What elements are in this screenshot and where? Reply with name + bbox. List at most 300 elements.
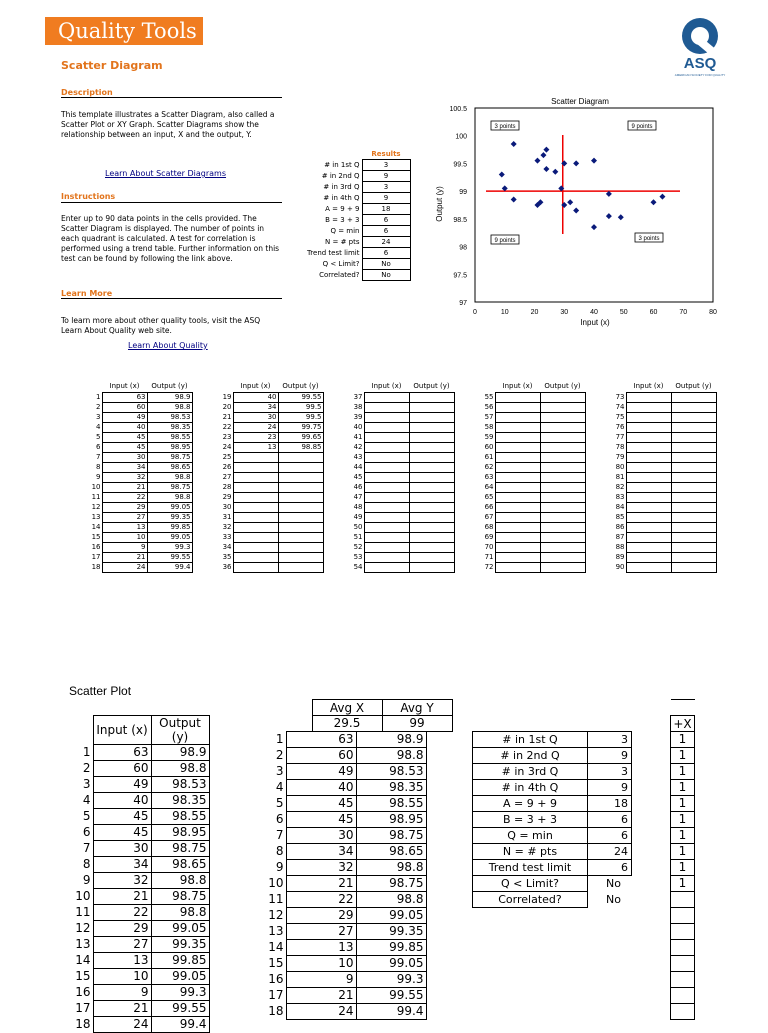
input-x-cell[interactable] — [364, 532, 409, 542]
input-x-cell[interactable]: 22 — [102, 492, 147, 502]
data-row — [350, 412, 454, 422]
output-y-cell: 99.85 — [151, 953, 209, 969]
output-y-cell: 99.05 — [151, 921, 209, 937]
chart-title: Scatter Diagram — [551, 97, 609, 106]
row-number: 12 — [91, 502, 101, 511]
result-value: 6 — [588, 860, 632, 876]
row-number: 76 — [615, 422, 625, 431]
output-y-cell[interactable] — [671, 402, 716, 412]
output-y-cell[interactable] — [671, 552, 716, 562]
input-x-cell[interactable] — [626, 502, 671, 512]
output-y-cell[interactable]: 98.35 — [147, 422, 192, 432]
data-row — [481, 412, 585, 422]
output-y-cell[interactable] — [409, 402, 454, 412]
result-value: 3 — [588, 764, 632, 780]
input-x-cell[interactable]: 30 — [233, 412, 278, 422]
input-x-cell[interactable]: 40 — [233, 392, 278, 402]
output-y-cell[interactable] — [409, 472, 454, 482]
data-row — [219, 392, 323, 402]
output-y-cell[interactable]: 99.75 — [278, 422, 323, 432]
input-x-cell[interactable] — [364, 512, 409, 522]
row-number: 9 — [96, 472, 101, 481]
input-x-cell[interactable] — [495, 442, 540, 452]
output-y-cell[interactable]: 99.65 — [278, 432, 323, 442]
asq-logo — [674, 16, 726, 86]
quadrant-result-row — [473, 844, 632, 860]
input-x-cell[interactable] — [495, 452, 540, 462]
data-row — [88, 522, 192, 532]
input-x-cell[interactable] — [495, 512, 540, 522]
input-x-cell[interactable]: 24 — [102, 562, 147, 572]
row-number: 32 — [222, 522, 232, 531]
input-x-cell[interactable]: 21 — [102, 482, 147, 492]
output-y-cell[interactable] — [409, 502, 454, 512]
input-x-cell[interactable] — [364, 562, 409, 572]
output-y-cell[interactable] — [409, 462, 454, 472]
chart-x-axis-label: Input (x) — [580, 318, 610, 327]
output-y-cell[interactable] — [540, 512, 585, 522]
data-row — [350, 392, 454, 402]
input-x-cell[interactable] — [364, 472, 409, 482]
output-y-cell[interactable] — [278, 492, 323, 502]
input-x-cell[interactable] — [233, 452, 278, 462]
input-x-cell[interactable] — [495, 532, 540, 542]
output-y-cell[interactable] — [671, 542, 716, 552]
output-y-cell[interactable] — [278, 522, 323, 532]
row-number: 64 — [484, 482, 494, 491]
input-x-cell[interactable] — [364, 522, 409, 532]
input-x-cell: 32 — [286, 860, 356, 876]
input-x-cell[interactable] — [233, 512, 278, 522]
row-number: 58 — [484, 422, 494, 431]
output-y-cell[interactable] — [671, 482, 716, 492]
instructions-heading: Instructions — [61, 192, 116, 201]
row-number: 90 — [615, 562, 625, 571]
output-y-cell[interactable] — [409, 512, 454, 522]
input-x-cell[interactable] — [495, 432, 540, 442]
output-y-cell[interactable] — [278, 482, 323, 492]
output-y-cell[interactable] — [409, 392, 454, 402]
table-row — [260, 764, 426, 780]
output-y-cell[interactable]: 98.8 — [147, 492, 192, 502]
row-number: 52 — [353, 542, 363, 551]
table-row — [67, 809, 209, 825]
input-x-cell[interactable] — [626, 392, 671, 402]
input-x-cell[interactable]: 63 — [102, 392, 147, 402]
input-x-cell[interactable]: 29 — [102, 502, 147, 512]
output-y-cell[interactable] — [409, 562, 454, 572]
output-y-cell[interactable] — [671, 492, 716, 502]
input-x-cell[interactable] — [626, 552, 671, 562]
quadrant-result-row — [473, 796, 632, 812]
output-y-cell: 98.9 — [356, 732, 426, 748]
output-y-cell[interactable] — [278, 452, 323, 462]
row-number: 10 — [91, 482, 101, 491]
output-y-cell[interactable] — [540, 462, 585, 472]
input-x-cell[interactable] — [495, 562, 540, 572]
input-x-cell[interactable] — [495, 482, 540, 492]
input-column-header: Input (x) — [502, 382, 533, 391]
quadrant-result-row — [473, 876, 632, 892]
output-y-cell[interactable] — [409, 422, 454, 432]
input-x-cell[interactable]: 32 — [102, 472, 147, 482]
learn-about-quality-link[interactable]: Learn About Quality — [128, 341, 208, 350]
output-y-cell[interactable]: 99.5 — [278, 402, 323, 412]
input-x-cell[interactable]: 45 — [102, 442, 147, 452]
output-y-cell[interactable] — [409, 492, 454, 502]
input-x-cell[interactable] — [626, 482, 671, 492]
output-y-cell[interactable]: 98.65 — [147, 462, 192, 472]
data-row — [612, 422, 716, 432]
input-x-cell[interactable] — [364, 492, 409, 502]
output-y-cell[interactable] — [671, 412, 716, 422]
input-x-cell[interactable]: 40 — [102, 422, 147, 432]
plus-x-cell — [671, 972, 695, 988]
output-y-cell: 98.53 — [356, 764, 426, 780]
output-y-cell[interactable] — [409, 412, 454, 422]
input-x-cell[interactable]: 60 — [102, 402, 147, 412]
output-y-cell[interactable]: 98.53 — [147, 412, 192, 422]
input-x-cell[interactable]: 34 — [233, 402, 278, 412]
output-y-cell[interactable]: 99.05 — [147, 532, 192, 542]
input-x-cell[interactable] — [626, 422, 671, 432]
svg-text:ASQ: ASQ — [683, 55, 717, 72]
result-label: N = # pts — [473, 844, 588, 860]
input-x-cell: 40 — [93, 793, 151, 809]
y-tick-label: 100.5 — [449, 106, 467, 113]
output-y-cell[interactable]: 99.85 — [147, 522, 192, 532]
learn-about-scatter-link[interactable]: Learn About Scatter Diagrams — [105, 169, 227, 178]
row-number: 13 — [268, 924, 284, 938]
output-y-cell: 99.05 — [356, 956, 426, 972]
input-x-cell: 27 — [93, 937, 151, 953]
output-y-cell[interactable] — [278, 472, 323, 482]
input-x-cell[interactable] — [233, 502, 278, 512]
output-y-cell[interactable]: 99.4 — [147, 562, 192, 572]
output-y-cell[interactable] — [671, 532, 716, 542]
output-y-cell[interactable] — [671, 462, 716, 472]
output-y-cell[interactable] — [409, 442, 454, 452]
row-number: 74 — [615, 402, 625, 411]
output-y-cell[interactable] — [409, 432, 454, 442]
input-x-cell[interactable] — [364, 502, 409, 512]
output-y-cell[interactable] — [540, 472, 585, 482]
output-y-cell: 99.4 — [356, 1004, 426, 1020]
scatter-plot-title: Scatter Plot — [69, 684, 132, 698]
row-number: 82 — [615, 482, 625, 491]
input-x-cell[interactable] — [495, 402, 540, 412]
input-x-cell[interactable] — [626, 532, 671, 542]
output-y-cell[interactable] — [540, 492, 585, 502]
output-y-cell[interactable] — [540, 412, 585, 422]
row-number: 42 — [353, 442, 363, 451]
y-tick-label: 97.5 — [453, 272, 467, 280]
row-number: 84 — [615, 502, 625, 511]
plus-x-cell — [671, 1004, 695, 1020]
scatter-plot-calc-table — [260, 731, 427, 1020]
input-x-cell[interactable]: 30 — [102, 452, 147, 462]
output-y-cell[interactable] — [278, 562, 323, 572]
output-y-cell[interactable]: 98.75 — [147, 482, 192, 492]
output-y-cell[interactable] — [540, 532, 585, 542]
row-number: 81 — [615, 472, 625, 481]
output-y-cell[interactable] — [671, 502, 716, 512]
output-y-cell[interactable] — [540, 432, 585, 442]
output-y-cell: 99.3 — [151, 985, 209, 1001]
input-x-cell[interactable] — [364, 402, 409, 412]
row-number: 18 — [91, 562, 101, 571]
plus-x-cell: 1 — [671, 876, 695, 892]
data-row — [219, 422, 323, 432]
input-x-cell[interactable] — [495, 462, 540, 472]
output-y-cell: 98.75 — [356, 828, 426, 844]
row-number: 55 — [484, 392, 494, 401]
input-x-cell[interactable] — [364, 552, 409, 562]
output-y-cell[interactable] — [671, 392, 716, 402]
input-x-cell[interactable]: 13 — [233, 442, 278, 452]
data-row — [612, 512, 716, 522]
output-y-cell[interactable] — [540, 422, 585, 432]
row-number: 16 — [268, 972, 284, 986]
output-y-cell[interactable] — [409, 552, 454, 562]
row-number: 26 — [222, 462, 232, 471]
output-y-cell[interactable] — [409, 452, 454, 462]
data-row — [350, 452, 454, 462]
input-x-cell[interactable] — [233, 492, 278, 502]
output-y-cell[interactable] — [671, 472, 716, 482]
plus-x-cell: 1 — [671, 828, 695, 844]
output-y-cell[interactable]: 98.95 — [147, 442, 192, 452]
input-x-cell[interactable] — [626, 522, 671, 532]
input-x-cell[interactable] — [495, 502, 540, 512]
output-y-cell: 98.65 — [356, 844, 426, 860]
row-number: 8 — [82, 857, 91, 871]
x-tick-label: 70 — [679, 309, 688, 316]
data-point — [591, 158, 597, 164]
input-x-cell[interactable] — [364, 422, 409, 432]
row-number: 7 — [275, 828, 284, 842]
data-row — [350, 402, 454, 412]
output-y-cell[interactable] — [409, 542, 454, 552]
input-x-cell[interactable] — [626, 432, 671, 442]
output-y-cell[interactable] — [278, 552, 323, 562]
input-x-cell[interactable] — [626, 402, 671, 412]
result-value: 9 — [362, 171, 410, 182]
input-x-cell: 10 — [93, 969, 151, 985]
output-y-cell[interactable] — [540, 402, 585, 412]
input-x-cell[interactable]: 27 — [102, 512, 147, 522]
data-row — [350, 422, 454, 432]
input-x-cell[interactable] — [495, 472, 540, 482]
input-x-cell[interactable] — [626, 412, 671, 422]
data-grid-block — [612, 381, 717, 573]
row-number: 4 — [82, 793, 91, 807]
output-y-cell[interactable]: 99.05 — [147, 502, 192, 512]
result-value: 6 — [588, 812, 632, 828]
row-number: 8 — [96, 462, 101, 471]
table-row — [260, 1004, 426, 1020]
row-number: 5 — [82, 809, 91, 823]
input-x-cell[interactable]: 21 — [102, 552, 147, 562]
row-number: 5 — [96, 432, 101, 441]
output-y-cell[interactable]: 99.55 — [147, 552, 192, 562]
results-heading: Results — [371, 150, 401, 159]
output-y-cell[interactable]: 98.85 — [278, 442, 323, 452]
output-y-cell[interactable] — [409, 532, 454, 542]
output-y-cell[interactable]: 99.35 — [147, 512, 192, 522]
output-y-cell[interactable] — [409, 522, 454, 532]
input-x-cell[interactable] — [364, 542, 409, 552]
input-x-cell[interactable] — [626, 562, 671, 572]
result-value: 9 — [362, 193, 410, 204]
row-number: 2 — [275, 748, 284, 762]
output-y-cell[interactable] — [540, 522, 585, 532]
output-y-cell[interactable] — [540, 482, 585, 492]
input-x-cell[interactable] — [626, 512, 671, 522]
input-x-cell[interactable]: 13 — [102, 522, 147, 532]
output-y-cell[interactable] — [278, 512, 323, 522]
output-y-cell[interactable] — [409, 482, 454, 492]
input-x-cell: 34 — [93, 857, 151, 873]
input-x-cell[interactable] — [233, 532, 278, 542]
output-y-cell[interactable]: 98.8 — [147, 472, 192, 482]
data-row — [350, 502, 454, 512]
input-x-cell[interactable] — [626, 462, 671, 472]
data-point — [651, 199, 657, 205]
result-value: No — [362, 259, 410, 270]
input-x-cell[interactable] — [495, 552, 540, 562]
input-x-cell[interactable]: 23 — [233, 432, 278, 442]
output-y-cell[interactable] — [671, 512, 716, 522]
input-x-cell[interactable] — [495, 392, 540, 402]
output-y-cell[interactable]: 98.9 — [147, 392, 192, 402]
input-x-cell[interactable] — [495, 422, 540, 432]
input-x-cell[interactable] — [495, 522, 540, 532]
data-row — [612, 482, 716, 492]
row-number: 34 — [222, 542, 232, 551]
learn-more-heading: Learn More — [61, 289, 113, 298]
input-x-cell[interactable] — [495, 412, 540, 422]
output-y-cell[interactable] — [540, 502, 585, 512]
output-y-cell[interactable] — [671, 452, 716, 462]
input-x-cell[interactable] — [626, 442, 671, 452]
quadrant-label: 9 points — [494, 238, 516, 244]
input-x-cell[interactable] — [364, 392, 409, 402]
output-y-cell[interactable] — [671, 422, 716, 432]
output-y-cell: 98.95 — [356, 812, 426, 828]
input-x-cell[interactable] — [626, 452, 671, 462]
quadrant-result-row — [473, 748, 632, 764]
output-y-cell[interactable] — [540, 542, 585, 552]
data-row — [219, 562, 323, 572]
output-y-cell[interactable]: 98.75 — [147, 452, 192, 462]
row-number: 83 — [615, 492, 625, 501]
input-x-cell[interactable] — [626, 542, 671, 552]
result-label: # in 3rd Q — [473, 764, 588, 780]
input-x-cell[interactable] — [626, 472, 671, 482]
input-x-cell: 34 — [286, 844, 356, 860]
quadrant-result-row — [473, 732, 632, 748]
input-x-cell[interactable] — [364, 482, 409, 492]
output-y-cell[interactable] — [671, 432, 716, 442]
input-x-cell[interactable] — [364, 412, 409, 422]
result-label: A = 9 + 9 — [325, 205, 360, 214]
data-row — [219, 432, 323, 442]
data-row — [88, 532, 192, 542]
input-x-cell[interactable] — [233, 482, 278, 492]
output-y-cell[interactable] — [671, 562, 716, 572]
input-x-cell[interactable] — [364, 452, 409, 462]
input-x-cell[interactable] — [233, 462, 278, 472]
output-y-cell[interactable] — [671, 522, 716, 532]
output-column-header: Output (y) — [675, 382, 712, 391]
output-y-cell[interactable]: 99.5 — [278, 412, 323, 422]
input-x-cell[interactable] — [364, 462, 409, 472]
input-x-cell: 24 — [286, 1004, 356, 1020]
input-x-cell[interactable] — [364, 432, 409, 442]
data-point — [511, 196, 517, 202]
output-y-cell[interactable] — [540, 552, 585, 562]
table-row — [67, 857, 209, 873]
output-y-cell[interactable]: 98.55 — [147, 432, 192, 442]
input-x-cell[interactable] — [626, 492, 671, 502]
data-point — [499, 172, 505, 178]
output-y-cell: 98.8 — [356, 860, 426, 876]
input-x-cell[interactable] — [233, 562, 278, 572]
input-x-cell[interactable] — [364, 442, 409, 452]
data-row — [612, 562, 716, 572]
data-row — [219, 512, 323, 522]
table-row — [67, 761, 209, 777]
output-y-cell[interactable] — [671, 442, 716, 452]
output-y-cell[interactable] — [278, 532, 323, 542]
data-row — [612, 452, 716, 462]
input-x-cell[interactable] — [495, 542, 540, 552]
output-y-cell[interactable] — [540, 392, 585, 402]
input-x-cell[interactable]: 49 — [102, 412, 147, 422]
output-y-cell[interactable]: 99.3 — [147, 542, 192, 552]
output-y-cell[interactable] — [278, 462, 323, 472]
row-number: 17 — [75, 1001, 91, 1015]
input-x-cell[interactable] — [233, 472, 278, 482]
input-x-cell[interactable] — [495, 492, 540, 502]
data-row — [219, 532, 323, 542]
output-y-cell[interactable] — [540, 442, 585, 452]
output-y-cell[interactable] — [540, 562, 585, 572]
data-row — [350, 552, 454, 562]
result-label: Correlated? — [473, 892, 588, 908]
input-x-cell[interactable] — [233, 522, 278, 532]
input-x-cell[interactable]: 10 — [102, 532, 147, 542]
output-y-cell[interactable]: 99.55 — [278, 392, 323, 402]
input-x-cell[interactable] — [233, 552, 278, 562]
page-subtitle: Scatter Diagram — [61, 59, 163, 72]
output-y-cell[interactable]: 98.8 — [147, 402, 192, 412]
input-x-cell[interactable]: 24 — [233, 422, 278, 432]
avg-y-value: 99 — [382, 716, 452, 732]
input-x-cell[interactable] — [233, 542, 278, 552]
result-value: 9 — [588, 780, 632, 796]
result-label: # in 3rd Q — [323, 183, 360, 192]
plus-x-cell — [671, 924, 695, 940]
output-y-cell[interactable] — [540, 452, 585, 462]
input-x-cell[interactable]: 9 — [102, 542, 147, 552]
output-y-cell[interactable] — [278, 502, 323, 512]
row-number: 88 — [615, 542, 625, 551]
input-x-cell[interactable]: 34 — [102, 462, 147, 472]
input-x-cell[interactable]: 45 — [102, 432, 147, 442]
output-y-cell[interactable] — [278, 542, 323, 552]
